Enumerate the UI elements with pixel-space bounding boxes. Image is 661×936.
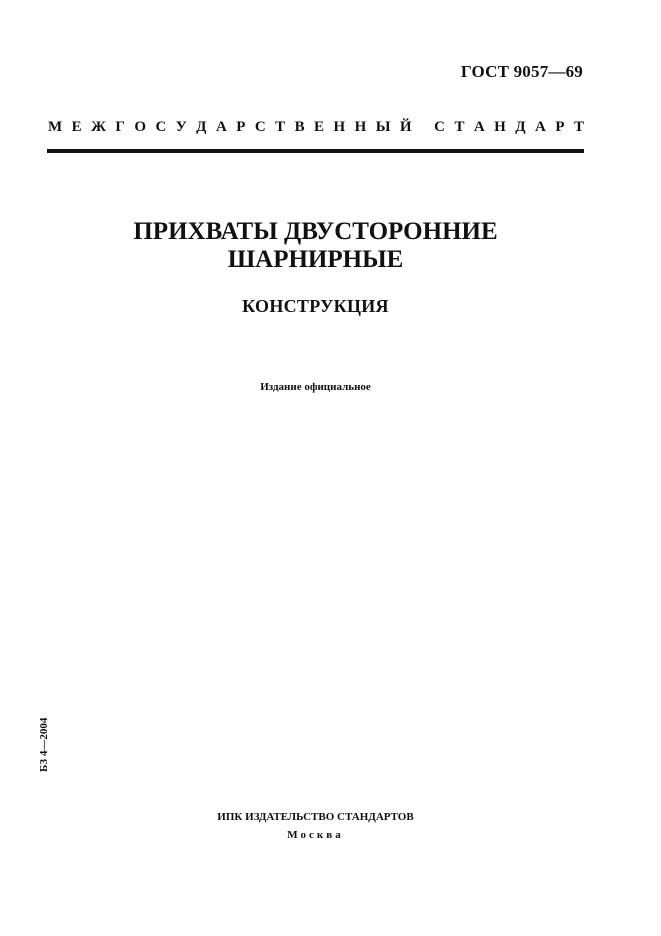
publisher-name: ИПК ИЗДАТЕЛЬСТВО СТАНДАРТОВ bbox=[217, 811, 414, 823]
standard-type-letter: Т bbox=[454, 119, 465, 135]
standard-type-letter: Й bbox=[399, 119, 412, 135]
standard-type-letter: А bbox=[535, 119, 546, 135]
standard-type-letter: Д bbox=[196, 119, 207, 135]
publisher-city: Москва bbox=[287, 829, 344, 841]
standard-type-letter: Д bbox=[515, 119, 526, 135]
standard-type-letter: А bbox=[473, 119, 485, 135]
document-title-line-1: ПРИХВАТЫ ДВУСТОРОННИЕ bbox=[133, 218, 498, 245]
side-code: БЗ 4—2004 bbox=[38, 717, 50, 772]
standard-type-letter: Н bbox=[494, 119, 506, 135]
standard-type-letter: В bbox=[294, 119, 305, 135]
standard-type-heading bbox=[48, 119, 584, 136]
standard-type-letter: Г bbox=[115, 119, 125, 135]
standard-type-letter: С bbox=[155, 119, 167, 135]
document-title bbox=[0, 218, 631, 274]
standard-type-letter: С bbox=[434, 119, 445, 135]
document-subtitle: КОНСТРУКЦИЯ bbox=[242, 296, 389, 316]
standard-type-letter bbox=[421, 119, 425, 136]
standard-type-letter: М bbox=[48, 119, 63, 135]
standard-type-letter: Т bbox=[275, 119, 286, 135]
standard-type-letter: Р bbox=[555, 119, 565, 135]
standard-type-letter: О bbox=[134, 119, 146, 135]
standard-type-letter: Ы bbox=[375, 119, 391, 135]
standard-type-letter: Н bbox=[333, 119, 346, 135]
standard-type-letter: У bbox=[175, 119, 187, 135]
standard-type-letter: Ж bbox=[91, 119, 106, 135]
standard-type-letter: Т bbox=[573, 119, 584, 135]
document-title-line-2: ШАРНИРНЫЕ bbox=[227, 246, 404, 273]
standard-type-letter: Е bbox=[71, 119, 82, 135]
standard-type-letter: Р bbox=[236, 119, 246, 135]
standard-type-letter: С bbox=[254, 119, 266, 135]
header-rule bbox=[47, 149, 584, 153]
standard-type-letter: Н bbox=[354, 119, 367, 135]
gost-number: ГОСТ 9057—69 bbox=[460, 62, 583, 81]
edition-label: Издание официальное bbox=[260, 381, 371, 393]
standard-type-letter: А bbox=[215, 119, 227, 135]
standard-type-letter: Е bbox=[314, 119, 325, 135]
